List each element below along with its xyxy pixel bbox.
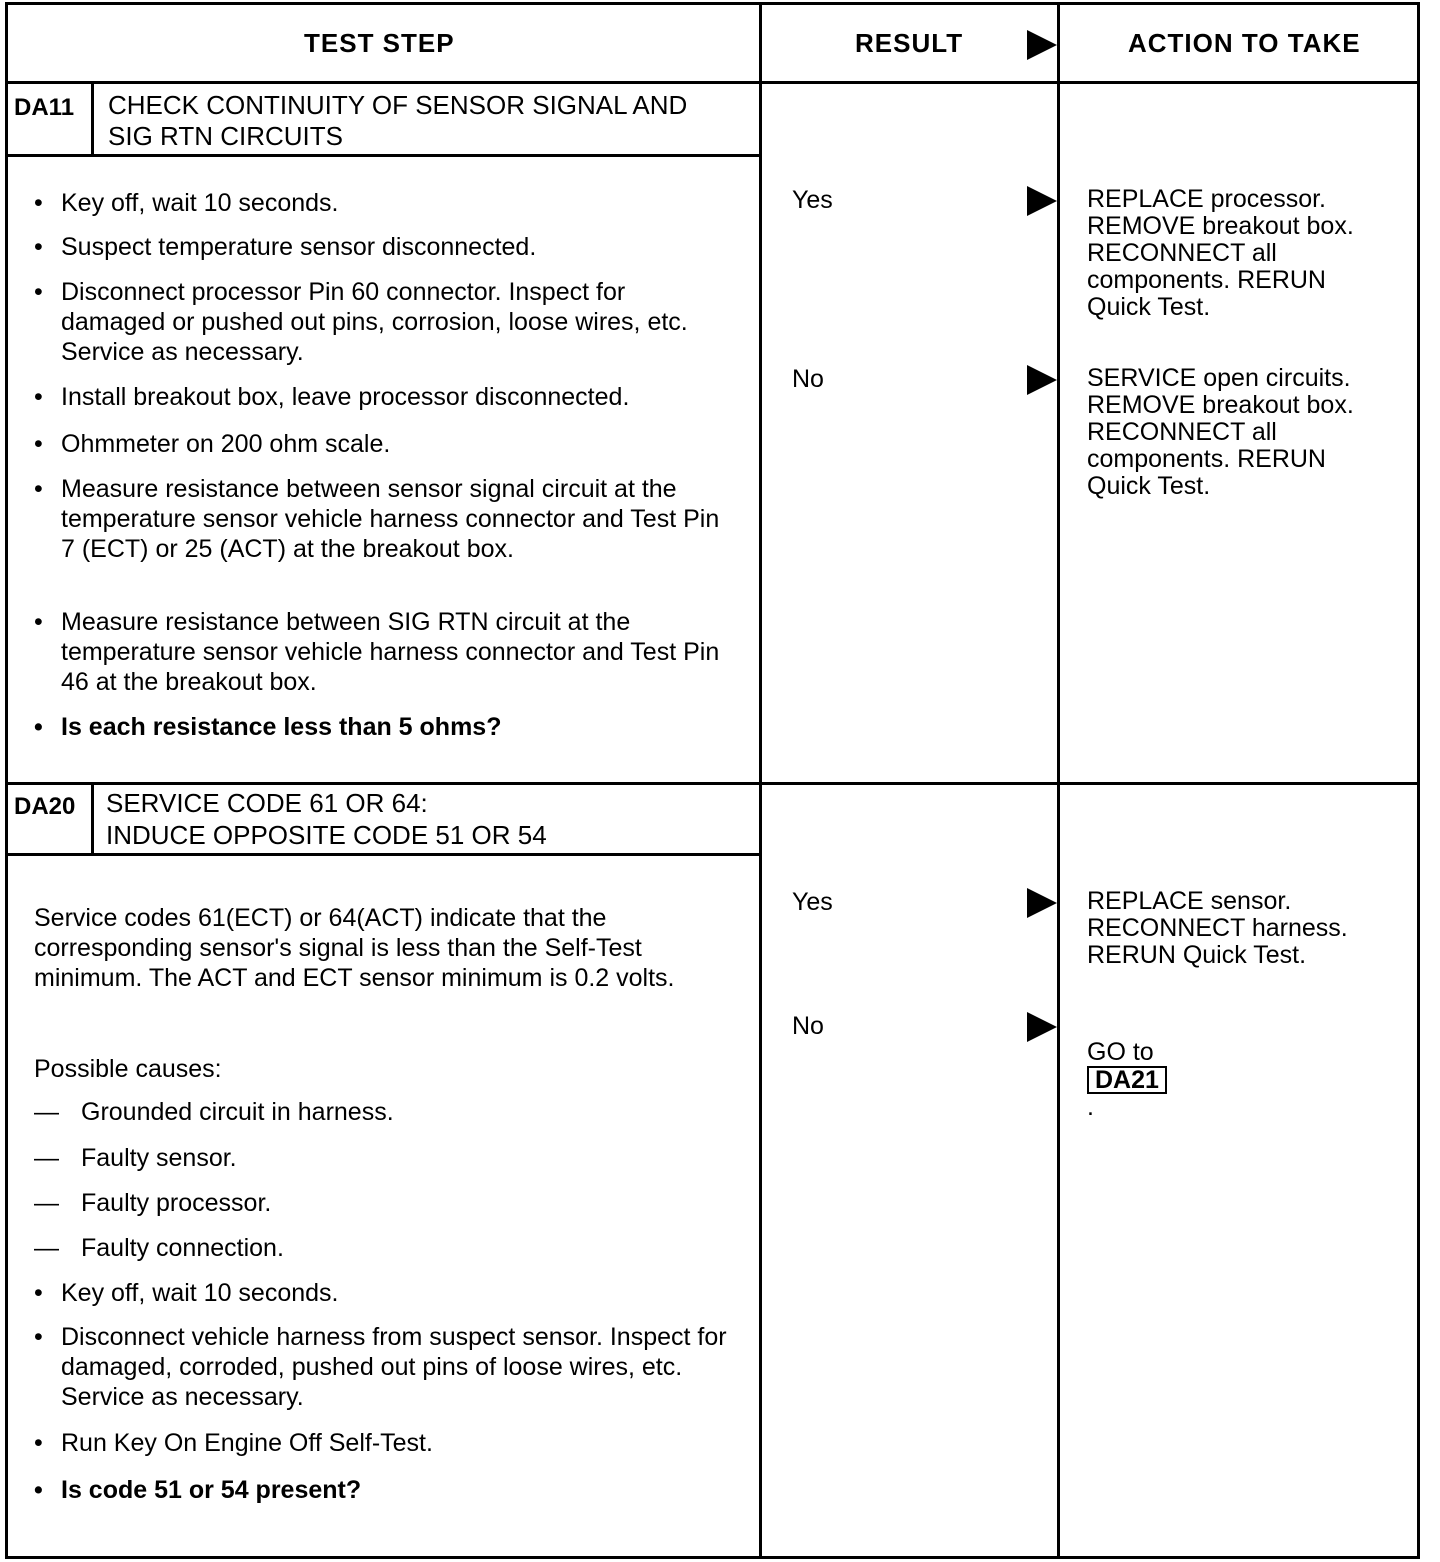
step-paragraph: Service codes 61(ECT) or 64(ACT) indicate that the corresponding sensor's signal is less than the Self-Test minimum. The ACT and ECT sensor minimum is 0.2 volts. xyxy=(34,904,675,992)
row-divider xyxy=(5,782,1420,785)
step-id-divider xyxy=(91,84,94,156)
action-yes: REPLACE sensor. RECONNECT harness. RERUN Quick Test. xyxy=(1087,887,1348,969)
result-arrow-icon xyxy=(1027,365,1057,395)
step-title-line2: SIG RTN CIRCUITS xyxy=(108,121,343,151)
step-title-line2: INDUCE OPPOSITE CODE 51 OR 54 xyxy=(106,820,547,850)
result-arrow-icon xyxy=(1027,186,1057,216)
cause-item: — Faulty connection. xyxy=(34,1233,284,1263)
step-question: • Is each resistance less than 5 ohms? xyxy=(34,712,751,742)
result-arrow-icon xyxy=(1027,888,1057,918)
action-yes: REPLACE processor. REMOVE breakout box. RECONNECT all components. RERUN Quick Test. xyxy=(1087,185,1354,321)
step-title-line1: SERVICE CODE 61 OR 64: xyxy=(106,788,428,818)
step-question: • Is code 51 or 54 present? xyxy=(34,1475,751,1505)
cause-item: — Faulty sensor. xyxy=(34,1143,237,1173)
step-bullet: • Run Key On Engine Off Self-Test. xyxy=(34,1428,751,1458)
result-yes: Yes xyxy=(792,186,833,214)
header-divider xyxy=(5,81,1420,84)
result-no: No xyxy=(792,1012,824,1040)
step-bullet: • Ohmmeter on 200 ohm scale. xyxy=(34,429,751,459)
result-yes: Yes xyxy=(792,888,833,916)
header-test-step: TEST STEP xyxy=(304,28,455,58)
column-divider-result xyxy=(759,2,762,1559)
header-action: ACTION TO TAKE xyxy=(1128,28,1361,58)
step-id-divider xyxy=(91,785,94,856)
column-divider-action xyxy=(1057,2,1060,1559)
header-arrow-icon xyxy=(1027,30,1057,60)
header-result: RESULT xyxy=(855,28,964,58)
step-id: DA20 xyxy=(14,793,76,820)
action-goto-label: GO to xyxy=(1087,1038,1154,1066)
result-arrow-icon xyxy=(1027,1012,1057,1042)
action-goto-period: . xyxy=(1087,1093,1094,1121)
causes-label: Possible causes: xyxy=(34,1055,222,1083)
step-bullet: • Disconnect processor Pin 60 connector. Inspect for damaged or pushed out pins, corrosion, loose wires, etc. Service as necessary. xyxy=(34,277,731,367)
step-bullet: • Measure resistance between SIG RTN circuit at the temperature sensor vehicle harness connector and Test Pin 46 at the breakout box. xyxy=(34,607,751,697)
step-bullet: • Install breakout box, leave processor disconnected. xyxy=(34,382,771,412)
step-bullet: • Measure resistance between sensor signal circuit at the temperature sensor vehicle harness connector and Test Pin 7 (ECT) or 25 (ACT) at the breakout box. xyxy=(34,474,721,564)
cause-item: — Grounded circuit in harness. xyxy=(34,1097,394,1127)
step-title-line1: CHECK CONTINUITY OF SENSOR SIGNAL AND xyxy=(108,90,688,120)
action-no xyxy=(1087,1012,1407,1121)
step-bullet: • Disconnect vehicle harness from suspect sensor. Inspect for damaged, corroded, pushed out pins of loose wires, etc. Service as necessary. xyxy=(34,1322,731,1412)
step-bullet: • Key off, wait 10 seconds. xyxy=(34,1278,751,1308)
step-bullet: • Key off, wait 10 seconds. xyxy=(34,188,751,218)
cause-item: — Faulty processor. xyxy=(34,1188,271,1218)
step-bullet: • Suspect temperature sensor disconnected. xyxy=(34,232,751,262)
action-no: SERVICE open circuits. REMOVE breakout box. RECONNECT all components. RERUN Quick Test. xyxy=(1087,364,1354,500)
step-title-underline xyxy=(5,853,760,856)
step-id: DA11 xyxy=(14,94,75,121)
step-title-underline xyxy=(5,154,760,157)
result-no: No xyxy=(792,365,824,393)
step-reference-link[interactable]: DA21 xyxy=(1087,1066,1167,1094)
